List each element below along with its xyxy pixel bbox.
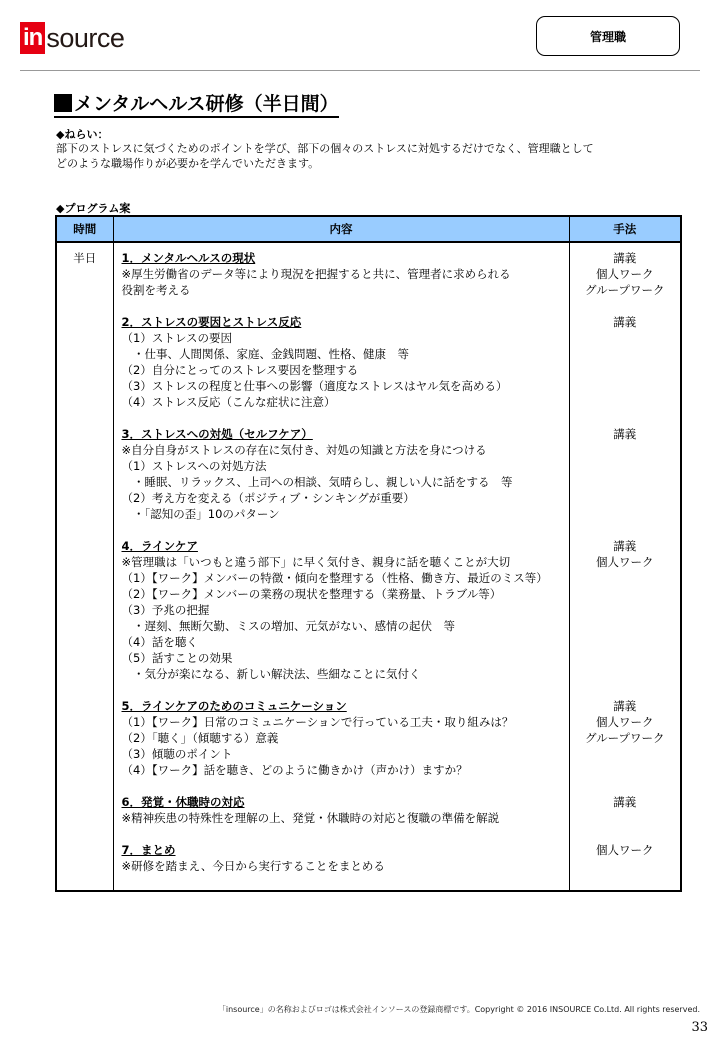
section-line: （4）話を聴く: [121, 635, 198, 649]
method-block-7: [570, 842, 681, 874]
section-title: 2．ストレスの要因とストレス反応: [121, 315, 302, 329]
insource-logo: [20, 22, 124, 54]
method-item: 講義: [613, 251, 637, 265]
aim-text: [56, 142, 656, 171]
method-item: 講義: [613, 539, 637, 553]
copyright-footer: 「insource」の名称およびロゴは株式会社インソースの登録商標です。Copyright © 2016 INSOURCE Co.Ltd. All rights reserved.: [217, 1005, 700, 1014]
logo-in: in: [20, 22, 45, 54]
section-line: （1）【ワーク】メンバーの特徴・傾向を整理する（性格、働き方、最近のミス等）: [121, 571, 548, 585]
section-line: ・睡眠、リラックス、上司への相談、気晴らし、親しい人に話をする 等: [121, 475, 513, 489]
section-title: 3．ストレスへの対処（セルフケア）: [121, 427, 313, 441]
section-line: （2）「聴く」（傾聴する）意義: [121, 731, 279, 745]
section-title: 4．ラインケア: [121, 539, 198, 553]
section-title: 5．ラインケアのためのコミュニケーション: [121, 699, 347, 713]
method-item: 講義: [613, 427, 637, 441]
section-line: ※管理職は「いつもと違う部下」に早く気付き、親身に話を聴くことが大切: [121, 555, 511, 569]
method-cell: [569, 242, 681, 891]
method-block-3: [570, 426, 681, 522]
title-square-icon: [54, 94, 72, 112]
aim-heading: ◆ねらい：: [56, 128, 109, 141]
header-time: 時間: [56, 216, 113, 242]
section-line: ・仕事、人間関係、家庭、金銭問題、性格、健康 等: [121, 347, 409, 361]
content-cell: [113, 242, 569, 891]
section-line: ※研修を踏まえ、今日から実行することをまとめる: [121, 859, 385, 873]
program-section-5: [122, 698, 563, 778]
section-line: （4）【ワーク】話を聴き、どのように働きかけ（声かけ）ますか？: [121, 763, 468, 777]
section-line: （1）ストレスへの対処方法: [121, 459, 267, 473]
method-block-1: [570, 250, 681, 298]
section-title: 1．メンタルヘルスの現状: [121, 251, 256, 265]
page-title: [54, 92, 339, 118]
time-cell: 半日: [56, 242, 113, 891]
section-line: （3）予兆の把握: [121, 603, 210, 617]
section-line: 役割を考える: [121, 283, 191, 297]
aim-line: 部下のストレスに気づくためのポイントを学び、部下の個々のストレスに対処するだけでなく、管理職として: [56, 142, 594, 155]
program-section-6: [122, 794, 563, 826]
program-section-2: [122, 314, 563, 410]
section-line: ※厚生労働省のデータ等により現況を把握すると共に、管理者に求められる: [121, 267, 511, 281]
method-item: 個人ワーク: [596, 555, 654, 569]
section-line: （3）傾聴のポイント: [121, 747, 233, 761]
method-item: 講義: [613, 699, 637, 713]
method-item: グループワーク: [584, 731, 665, 745]
method-item: 講義: [613, 795, 637, 809]
program-section-1: [122, 250, 563, 298]
section-line: （2）【ワーク】メンバーの業務の現状を整理する（業務量、トラブル等）: [121, 587, 502, 601]
section-line: ・気分が楽になる、新しい解決法、些細なことに気付く: [121, 667, 421, 681]
section-line: ・「認知の歪」10のパターン: [121, 507, 280, 521]
method-block-5: [570, 698, 681, 778]
header-content: 内容: [113, 216, 569, 242]
program-table: [55, 215, 682, 892]
section-line: （1）【ワーク】日常のコミュニケーションで行っている工夫・取り組みは？: [121, 715, 514, 729]
header-divider: [20, 70, 700, 71]
aim-line: どのような職場作りが必要かを学んでいただきます。: [56, 156, 320, 170]
section-line: （1）ストレスの要因: [121, 331, 232, 345]
audience-badge: 管理職: [536, 16, 680, 56]
page-number: 33: [691, 1020, 708, 1035]
section-line: （3）ストレスの程度と仕事への影響（適度なストレスはヤル気を高める）: [121, 379, 508, 393]
section-line: ・遅刻、無断欠勤、ミスの増加、元気がない、感情の起伏 等: [121, 619, 455, 633]
section-title: 6．発覚・休職時の対応: [121, 795, 245, 809]
logo-source: source: [46, 23, 125, 53]
program-section-4: [122, 538, 563, 682]
program-heading: ◆プログラム案: [56, 202, 131, 215]
section-line: （5）話すことの効果: [121, 651, 233, 665]
section-line: ※自分自身がストレスの存在に気付き、対処の知識と方法を身につける: [121, 443, 487, 457]
section-line: （2）考え方を変える（ポジティブ・シンキングが重要）: [121, 491, 415, 505]
section-line: （4）ストレス反応（こんな症状に注意）: [121, 395, 336, 409]
page-title-text: メンタルヘルス研修（半日間）: [74, 93, 339, 115]
method-item: グループワーク: [584, 283, 665, 297]
program-section-7: [122, 842, 563, 874]
method-item: 個人ワーク: [596, 843, 654, 857]
method-block-2: [570, 314, 681, 410]
method-block-4: [570, 538, 681, 682]
section-line: （2）自分にとってのストレス要因を整理する: [121, 363, 359, 377]
section-title: 7．まとめ: [121, 843, 176, 857]
method-item: 講義: [613, 315, 637, 329]
program-section-3: [122, 426, 563, 522]
section-line: ※精神疾患の特殊性を理解の上、発覚・休職時の対応と復職の準備を解説: [121, 811, 500, 825]
method-block-6: [570, 794, 681, 826]
method-item: 個人ワーク: [596, 715, 654, 729]
method-item: 個人ワーク: [596, 267, 654, 281]
header-method: 手法: [569, 216, 681, 242]
